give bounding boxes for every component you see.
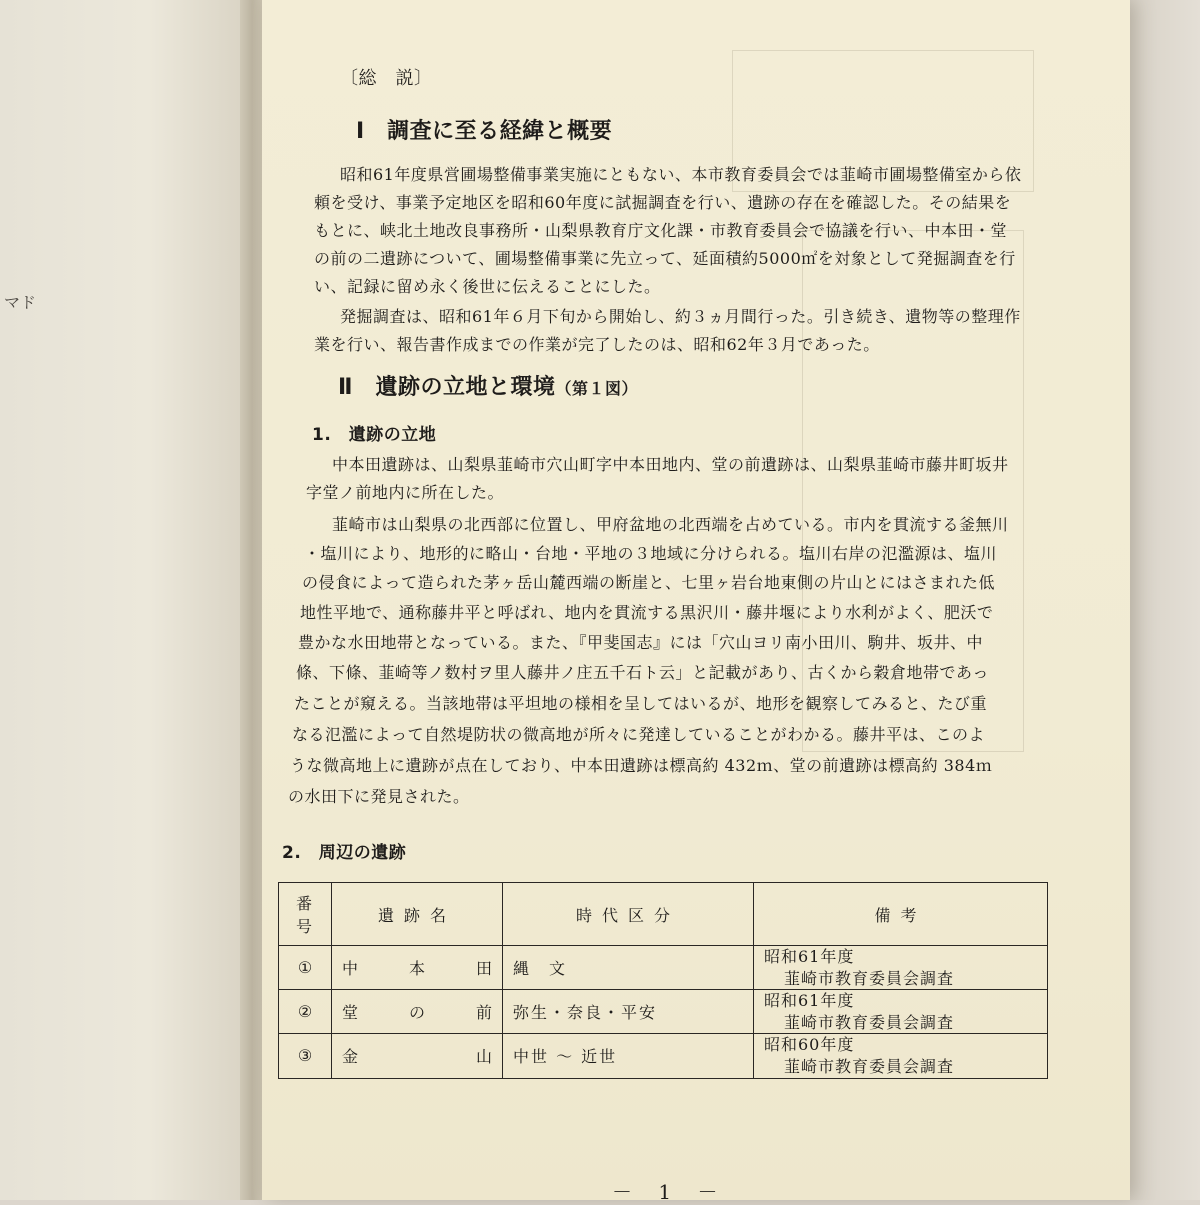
- note-year: 昭和61年度: [764, 947, 855, 966]
- section1-line: 韮崎市は山梨県の北西部に位置し、甲府盆地の北西端を占めている。市内を貫流する釜無川: [332, 515, 1009, 534]
- row-period: 中世 ～ 近世: [503, 1034, 754, 1078]
- header-number: 番号: [279, 883, 332, 946]
- header-site-name: 遺跡名: [332, 883, 503, 946]
- chapter1-line: 昭和61年度県営圃場整備事業実施にともない、本市教育委員会では韮崎市圃場整備室から依: [340, 165, 1022, 184]
- section1-line: 字堂ノ前地内に所在した。: [306, 483, 505, 502]
- chapter1-line: もとに、峡北土地改良事務所・山梨県教育庁文化課・市教育委員会で協議を行い、中本田・堂: [314, 221, 1008, 240]
- section1-line: の水田下に発見された。: [288, 787, 470, 806]
- left-page-fragment: マド: [4, 293, 37, 312]
- table-row: [279, 946, 1048, 990]
- section1-line: 條、下條、韮崎等ノ数村ヲ里人藤井ノ庄五千石ト云」と記載があり、古くから穀倉地帯であっ: [296, 663, 989, 682]
- section1-line: の侵食によって造られた茅ヶ岳山麓西端の断崖と、七里ヶ岩台地東側の片山とにはさまれた低: [302, 573, 996, 592]
- section1-line: なる氾濫によって自然堤防状の微高地が所々に発達していることがわかる。藤井平は、このよ: [292, 725, 986, 744]
- row-site-name: [332, 946, 503, 990]
- chapter2-heading-text: Ⅱ 遺跡の立地と環境: [338, 375, 556, 400]
- row-site-name: [332, 1034, 503, 1078]
- row-notes: [754, 946, 1048, 990]
- surrounding-sites-table: [278, 882, 1048, 1079]
- chapter2-heading-figure-ref: （第１図）: [555, 379, 639, 398]
- chapter1-line: の前の二遺跡について、圃場整備事業に先立って、延面積約5000㎡を対象として発掘調査を行: [314, 249, 1016, 268]
- note-org: 韮崎市教育委員会調査: [784, 1056, 955, 1076]
- chapter1-line: い、記録に留め永く後世に伝えることにした。: [314, 277, 661, 296]
- site-name-char: 中: [342, 959, 359, 979]
- chapter1-line: 頼を受け、事業予定地区を昭和60年度に試掘調査を行い、遺跡の存在を確認した。その結果を: [314, 193, 1012, 212]
- note-year: 昭和60年度: [764, 1035, 855, 1055]
- section1-heading: 1. 遺跡の立地: [312, 425, 437, 445]
- section1-line: うな微高地上に遺跡が点在しており、中本田遺跡は標高約 432ｍ、堂の前遺跡は標高約 384ｍ: [290, 756, 993, 775]
- header-period: 時代区分: [503, 883, 754, 946]
- header-notes: 備考: [754, 883, 1048, 946]
- note-year: 昭和61年度: [764, 991, 855, 1011]
- site-name-char: 山: [475, 1047, 492, 1067]
- row-number: ①: [279, 946, 332, 990]
- section1-line: 豊かな水田地帯となっている。また、『甲斐国志』には「穴山ヨリ南小田川、駒井、坂井、中: [298, 633, 984, 652]
- row-period: 弥生・奈良・平安: [503, 990, 754, 1034]
- row-notes: [754, 1034, 1048, 1078]
- section1-line: たことが窺える。当該地帯は平坦地の様相を呈してはいるが、地形を観察してみると、たび重: [294, 694, 988, 713]
- row-number: ②: [279, 990, 332, 1034]
- site-name-char: 前: [475, 1003, 492, 1023]
- row-notes: [754, 990, 1048, 1034]
- table-row: [279, 990, 1048, 1034]
- background-strip: [1130, 0, 1200, 1200]
- chapter1-line: 発掘調査は、昭和61年６月下旬から開始し、約３ヵ月間行った。引き続き、遺物等の整理作: [340, 307, 1021, 326]
- note-org: 韮崎市教育委員会調査: [784, 968, 955, 988]
- note-org: 韮崎市教育委員会調査: [784, 1012, 955, 1032]
- chapter1-line: 業を行い、報告書作成までの作業が完了したのは、昭和62年３月であった。: [314, 335, 880, 354]
- chapter2-heading: [338, 370, 638, 401]
- section1-line: ・塩川により、地形的に略山・台地・平地の３地域に分けられる。塩川右岸の氾濫源は、塩川: [304, 544, 998, 563]
- table-row: [279, 1034, 1048, 1078]
- site-name-char: 本: [408, 959, 425, 979]
- chapter1-heading: Ⅰ 調査に至る経緯と概要: [356, 119, 613, 144]
- site-name-char: の: [408, 1003, 425, 1023]
- site-name-char: 田: [475, 959, 492, 979]
- section2-heading: 2. 周辺の遺跡: [282, 843, 407, 863]
- site-name-char: 金: [342, 1047, 359, 1067]
- section1-line: 地性平地で、通称藤井平と呼ばれ、地内を貫流する黒沢川・藤井堰により水利がよく、肥沃で: [300, 603, 994, 622]
- row-site-name: [332, 990, 503, 1034]
- row-number: ③: [279, 1034, 332, 1078]
- left-page: [0, 0, 248, 1200]
- section-label: 〔総 説〕: [340, 68, 433, 89]
- page-number: － 1 －: [612, 1180, 728, 1204]
- section1-line: 中本田遺跡は、山梨県韮崎市穴山町字中本田地内、堂の前遺跡は、山梨県韮崎市藤井町坂井: [332, 455, 1009, 474]
- table-header-row: [279, 883, 1048, 946]
- row-period: 縄 文: [503, 946, 754, 990]
- site-name-char: 堂: [342, 1003, 359, 1023]
